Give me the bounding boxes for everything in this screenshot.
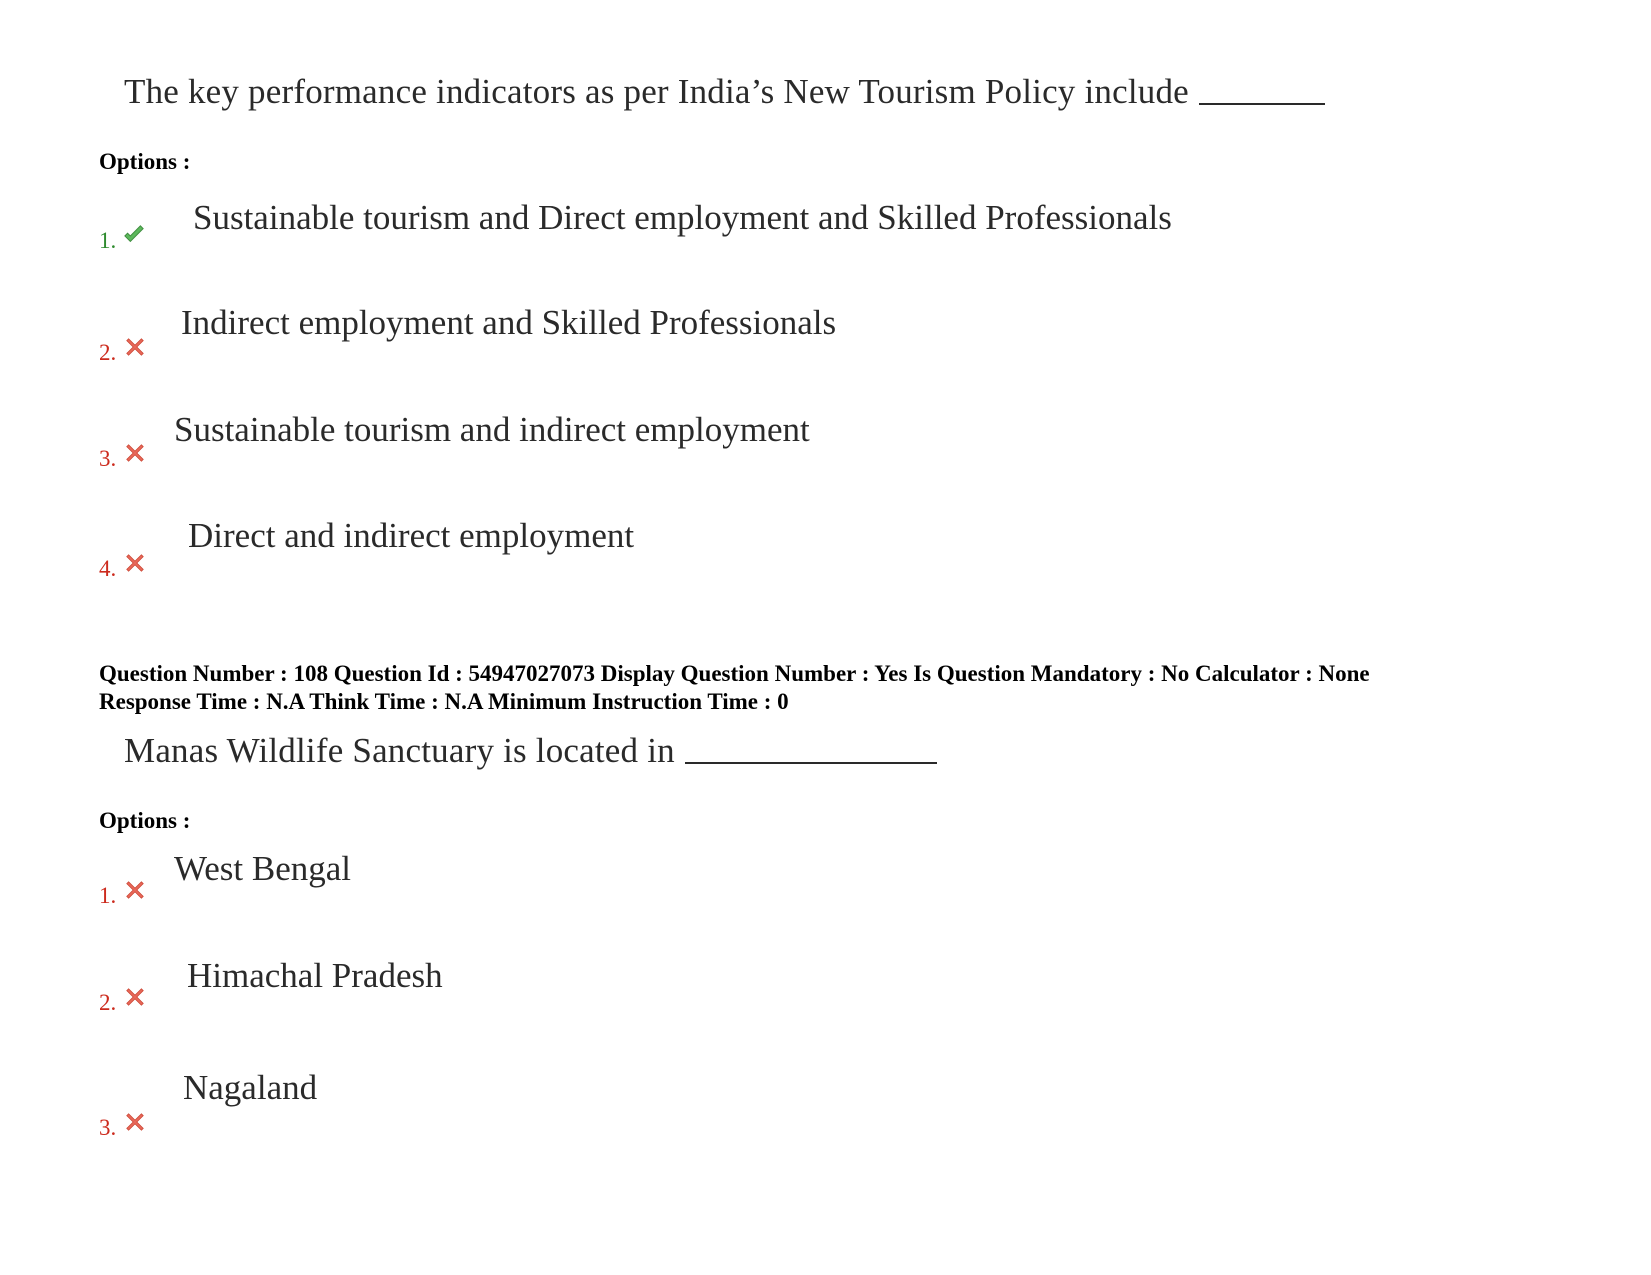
question-2-text-content: Manas Wildlife Sanctuary is located in bbox=[124, 731, 675, 770]
option-text: Nagaland bbox=[183, 1068, 318, 1107]
question-meta-line-2: Response Time : N.A Think Time : N.A Minimum Instruction Time : 0 bbox=[99, 689, 789, 714]
cross-icon bbox=[124, 552, 146, 574]
option-text: Himachal Pradesh bbox=[187, 956, 443, 995]
question-2-text bbox=[124, 731, 937, 771]
check-icon bbox=[123, 224, 145, 246]
cross-icon bbox=[124, 1111, 146, 1133]
option-number: 2. bbox=[99, 340, 117, 365]
option-number: 3. bbox=[99, 1115, 117, 1140]
question-1-text bbox=[124, 72, 1325, 112]
question-meta-line-1: Question Number : 108 Question Id : 54947027073 Display Question Number : Yes Is Question Mandatory : No Calculator : None bbox=[99, 661, 1370, 686]
option-number: 1. bbox=[99, 228, 117, 253]
options-label: Options : bbox=[99, 808, 191, 833]
option-text: Indirect employment and Skilled Professionals bbox=[181, 303, 837, 342]
option-text: West Bengal bbox=[174, 849, 351, 888]
cross-icon bbox=[124, 986, 146, 1008]
answer-blank bbox=[685, 761, 937, 764]
option-text: Sustainable tourism and indirect employment bbox=[174, 410, 810, 449]
question-1-text-content: The key performance indicators as per India’s New Tourism Policy include bbox=[124, 72, 1189, 111]
option-number: 2. bbox=[99, 990, 117, 1015]
options-label: Options : bbox=[99, 149, 191, 174]
cross-icon bbox=[124, 879, 146, 901]
option-number: 1. bbox=[99, 883, 117, 908]
option-number: 3. bbox=[99, 446, 117, 471]
cross-icon bbox=[124, 336, 146, 358]
option-number: 4. bbox=[99, 556, 117, 581]
option-text: Sustainable tourism and Direct employment and Skilled Professionals bbox=[193, 198, 1172, 237]
option-text: Direct and indirect employment bbox=[188, 516, 635, 555]
cross-icon bbox=[124, 442, 146, 464]
answer-blank bbox=[1199, 102, 1325, 105]
